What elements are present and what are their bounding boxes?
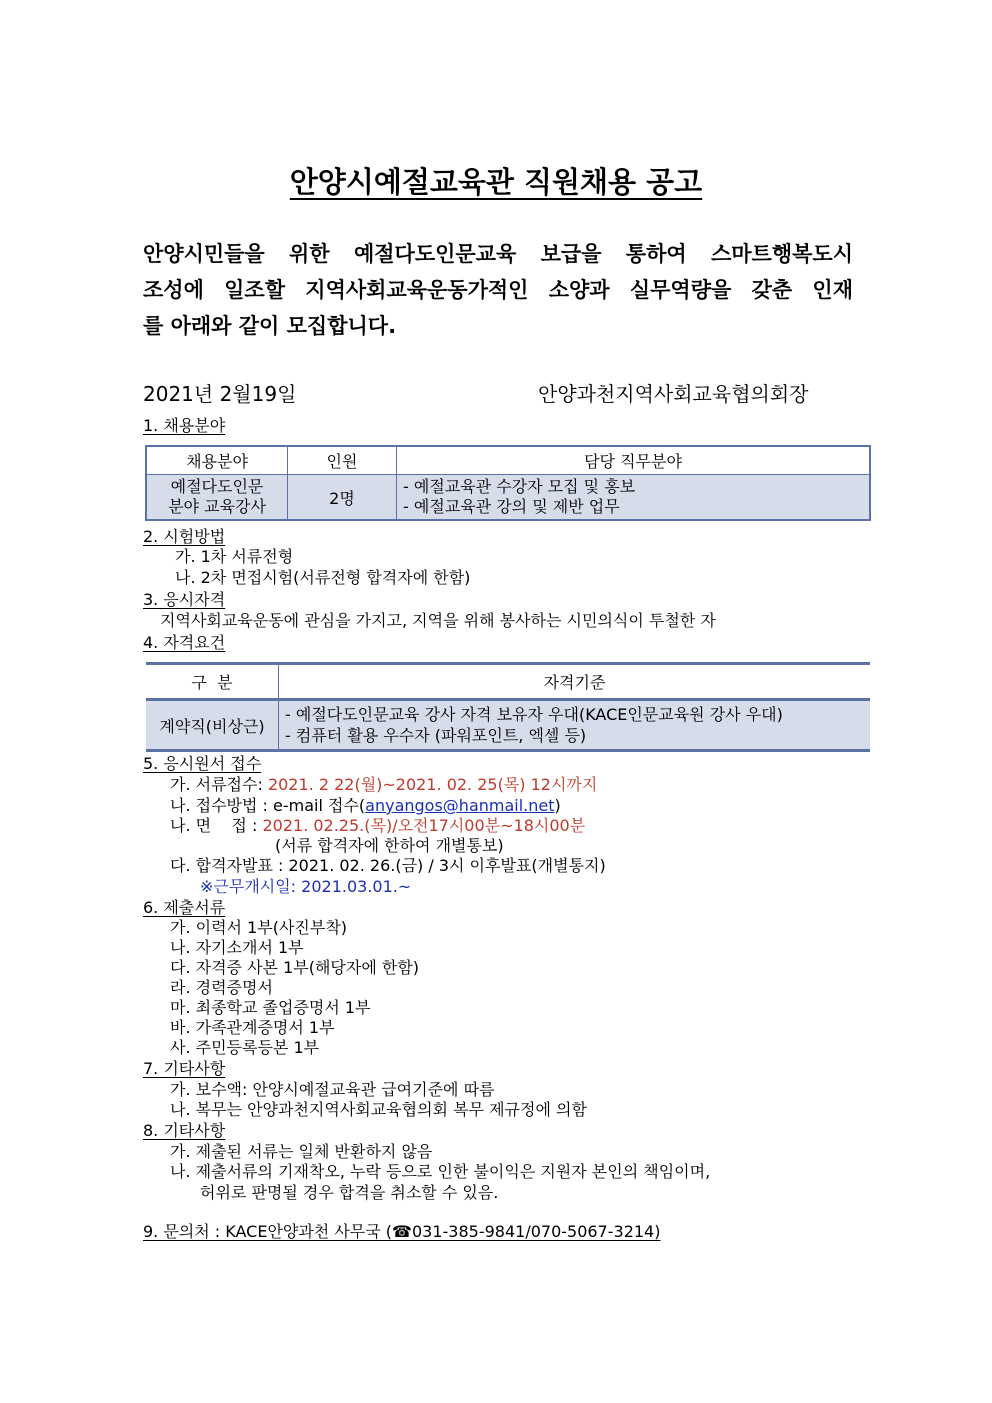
header-criteria: 자격기준	[279, 664, 871, 700]
contact-line: 9. 문의처 : KACE안양과천 사무국 (☎031-385-9841/070-5067-3214)	[143, 1222, 661, 1241]
intro-line-1: 안양시민들을 위한 예절다도인문교육 보급을 통하여 스마트행복도시	[143, 242, 853, 266]
field-line-2: 분야 교육강사	[168, 497, 266, 516]
interview-schedule	[170, 816, 585, 836]
cell-criteria	[279, 700, 871, 751]
criteria-line-1: - 예절다도인문교육 강사 자격 보유자 우대(KACE인문교육원 강사 우대)	[285, 705, 783, 724]
interview-label: 나. 면 접 :	[170, 816, 258, 835]
section-4-heading: 4. 자격요건	[143, 633, 226, 652]
misc-item-1: 가. 보수액: 안양시예절교육관 급여기준에 따름	[170, 1080, 495, 1099]
notice-title: 안양시예절교육관 직원채용 공고	[289, 165, 703, 199]
intro-line-2: 조성에 일조할 지역사회교육운동가적인 소양과 실무역량을 갖춘 인재	[143, 278, 853, 302]
notice-title-wrap	[0, 160, 992, 201]
cell-duty	[397, 475, 871, 521]
document-item: 다. 자격증 사본 1부(해당자에 한함)	[170, 958, 420, 977]
application-method-label: 나. 접수방법 : e-mail 접수(	[170, 796, 366, 815]
qualification-table-header	[146, 664, 870, 700]
section-5-heading: 5. 응시원서 접수	[143, 754, 262, 773]
document-item: 라. 경력증명서	[170, 978, 273, 997]
intro-line-3: 를 아래와 같이 모집합니다.	[143, 314, 397, 338]
document-item: 사. 주민등록등본 1부	[170, 1038, 320, 1057]
document-item: 마. 최종학교 졸업증명서 1부	[170, 998, 371, 1017]
application-period	[170, 775, 597, 795]
cell-count: 2명	[288, 475, 397, 521]
document-item: 나. 자기소개서 1부	[170, 938, 304, 957]
section-8-heading: 8. 기타사항	[143, 1121, 226, 1140]
interview-value: 2021. 02.25.(목)/오전17시00분~18시00분	[262, 816, 586, 835]
exam-step-2: 나. 2차 면접시험(서류전형 합격자에 한함)	[175, 568, 471, 587]
application-email-link[interactable]: anyangos@hanmail.net	[365, 796, 555, 815]
header-count: 인원	[288, 446, 397, 475]
application-period-label: 가. 서류접수:	[170, 775, 263, 794]
section-6-heading: 6. 제출서류	[143, 898, 226, 917]
cell-category: 계약직(비상근)	[146, 700, 279, 751]
qualification-table-row	[146, 700, 870, 751]
work-start-label: ※근무개시일:	[200, 877, 297, 896]
eligibility-text: 지역사회교육운동에 관심을 가지고, 지역을 위해 봉사하는 시민의식이 투철한 자	[160, 611, 716, 630]
qualification-table	[146, 662, 870, 752]
notice-item-2-cont: 허위로 판명될 경우 합격을 취소할 수 있음.	[200, 1183, 499, 1202]
misc-item-2: 나. 복무는 안양과천지역사회교육협의회 복무 제규정에 의함	[170, 1100, 587, 1119]
application-method	[170, 796, 561, 816]
document-item: 바. 가족관계증명서 1부	[170, 1018, 335, 1037]
recruitment-table-header	[146, 446, 870, 475]
section-3-heading: 3. 응시자격	[143, 590, 226, 609]
duty-line-2: - 예절교육관 강의 및 제반 업무	[403, 497, 620, 516]
issuing-organization: 안양과천지역사회교육협의회장	[538, 382, 809, 406]
header-field: 채용분야	[146, 446, 288, 475]
document-item: 가. 이력서 1부(사진부착)	[170, 918, 348, 937]
exam-step-1: 가. 1차 서류전형	[175, 547, 294, 566]
section-2-heading: 2. 시험방법	[143, 527, 226, 546]
notice-item-2: 나. 제출서류의 기재착오, 누락 등으로 인한 불이익은 지원자 본인의 책임이며,	[170, 1162, 711, 1181]
section-7-heading: 7. 기타사항	[143, 1059, 226, 1078]
header-duty: 담당 직무분야	[397, 446, 871, 475]
cell-field	[146, 475, 288, 521]
application-method-close: )	[554, 796, 561, 815]
work-start	[200, 877, 411, 897]
criteria-line-2: - 컴퓨터 활용 우수자 (파워포인트, 엑셀 등)	[285, 726, 587, 745]
result-announcement: 다. 합격자발표 : 2021. 02. 26.(금) / 3시 이후발표(개별통지)	[170, 856, 606, 875]
section-1-heading: 1. 채용분야	[143, 416, 226, 435]
interview-note: (서류 합격자에 한하여 개별통보)	[275, 836, 504, 855]
notice-date: 2021년 2월19일	[143, 382, 297, 406]
recruitment-table	[145, 445, 871, 521]
recruitment-table-row	[146, 475, 870, 521]
intro-paragraph	[143, 236, 853, 344]
application-period-value: 2021. 2 22(월)~2021. 02. 25(목) 12시까지	[267, 775, 598, 794]
duty-line-1: - 예절교육관 수강자 모집 및 홍보	[403, 477, 636, 496]
field-line-1: 예절다도인문	[170, 477, 264, 496]
header-category: 구 분	[146, 664, 279, 700]
notice-item-1: 가. 제출된 서류는 일체 반환하지 않음	[170, 1142, 433, 1161]
work-start-value: 2021.03.01.~	[301, 877, 412, 896]
